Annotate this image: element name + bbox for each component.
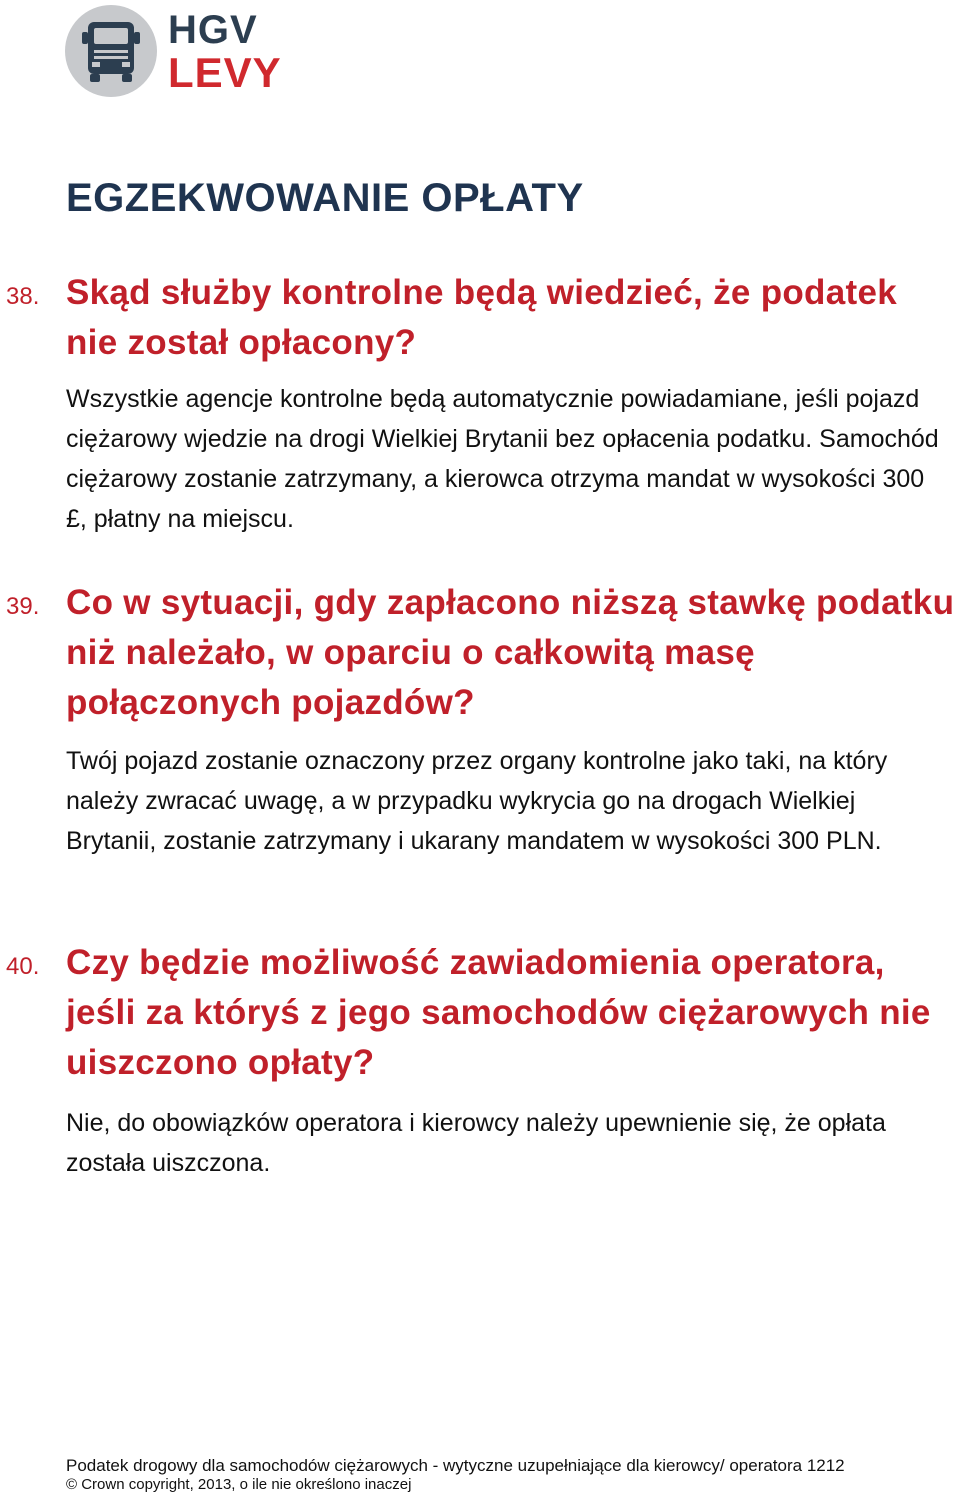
logo-text-levy: LEVY — [168, 49, 282, 96]
question-heading: Czy będzie możliwość zawiadomienia operatora, jeśli za któryś z jego samochodów ciężarowych nie uiszczono opłaty? — [66, 943, 931, 1082]
question-number: 38. — [6, 283, 40, 310]
question-number: 39. — [6, 593, 40, 620]
footer-copyright: © Crown copyright, 2013, o ile nie określono inaczej — [66, 1476, 412, 1493]
logo-text-hgv: HGV — [168, 8, 258, 52]
answer-text: Twój pojazd zostanie oznaczony przez organy kontrolne jako taki, na który należy zwracać uwagę, a w przypadku wykrycia go na drogach Wielkiej Brytanii, zostanie zatrzymany i ukarany mandatem w wysokości 300 PLN. — [66, 747, 888, 855]
answer-text: Nie, do obowiązków operatora i kierowcy należy upewnienie się, że opłata została uiszczona. — [66, 1109, 886, 1177]
truck-icon — [64, 4, 158, 98]
question-heading: Co w sytuacji, gdy zapłacono niższą stawkę podatku niż należało, w oparciu o całkowitą masę połączonych pojazdów? — [66, 583, 955, 722]
question-number: 40. — [6, 953, 40, 980]
hgv-levy-logo — [64, 4, 294, 100]
question-heading: Skąd służby kontrolne będą wiedzieć, że podatek nie został opłacony? — [66, 273, 897, 362]
footer-document-title: Podatek drogowy dla samochodów ciężarowych - wytyczne uzupełniające dla kierowcy/ operatora 1212 — [66, 1456, 845, 1475]
answer-text: Wszystkie agencje kontrolne będą automatycznie powiadamiane, jeśli pojazd ciężarowy wjedzie na drogi Wielkiej Brytanii bez opłacenia podatku. Samochód ciężarowy zostanie zatrzymany, a kierowca otrzyma mandat w wysokości 300 £, płatny na miejscu. — [66, 385, 939, 533]
section-title: EGZEKWOWANIE OPŁATY — [66, 176, 584, 220]
